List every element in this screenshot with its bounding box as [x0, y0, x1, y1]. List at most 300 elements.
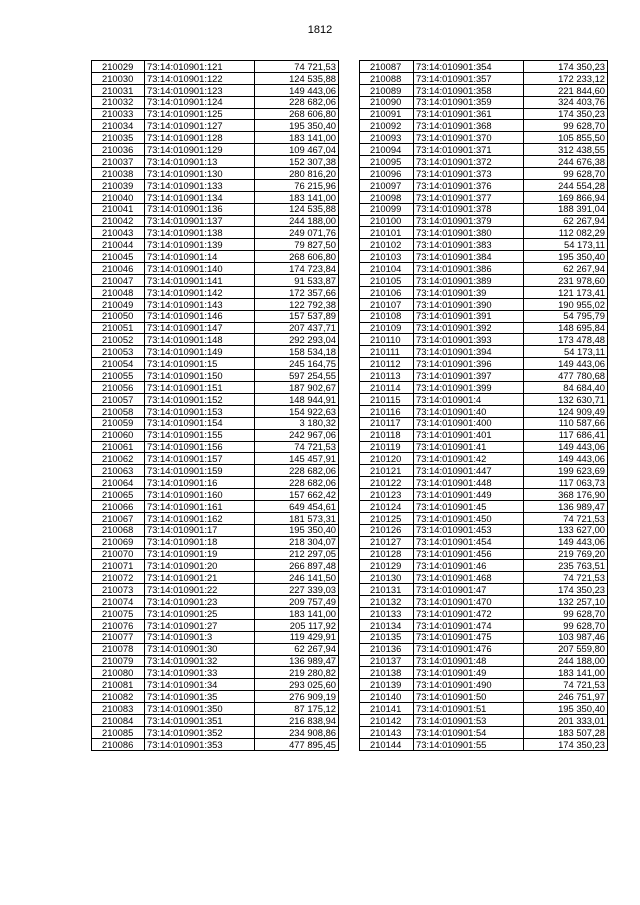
cadastral-number: 73:14:010901:468 — [414, 572, 524, 584]
cadastral-number: 73:14:010901:133 — [145, 179, 255, 191]
table-row — [360, 691, 608, 703]
cadastral-value: 132 257,10 — [524, 596, 608, 608]
cadastral-number: 73:14:010901:377 — [414, 191, 524, 203]
cadastral-number: 73:14:010901:400 — [414, 417, 524, 429]
cadastral-number: 73:14:010901:40 — [414, 405, 524, 417]
row-number: 210082 — [92, 691, 145, 703]
cadastral-number: 73:14:010901:370 — [414, 132, 524, 144]
cadastral-number: 73:14:010901:389 — [414, 275, 524, 287]
row-number: 210087 — [360, 61, 414, 73]
row-number: 210113 — [360, 370, 414, 382]
cadastral-value: 231 978,60 — [524, 275, 608, 287]
row-number: 210142 — [360, 714, 414, 726]
cadastral-value: 268 606,80 — [255, 108, 339, 120]
table-row — [360, 429, 608, 441]
table-row — [360, 584, 608, 596]
table-row — [360, 477, 608, 489]
table-row — [92, 168, 339, 180]
table-row — [92, 96, 339, 108]
cadastral-number: 73:14:010901:39 — [414, 286, 524, 298]
cadastral-number: 73:14:010901:142 — [145, 286, 255, 298]
table-row — [92, 619, 339, 631]
row-number: 210029 — [92, 61, 145, 73]
row-number: 210038 — [92, 168, 145, 180]
table-row — [92, 405, 339, 417]
cadastral-value: 649 454,61 — [255, 500, 339, 512]
row-number: 210066 — [92, 500, 145, 512]
cadastral-number: 73:14:010901:19 — [145, 548, 255, 560]
cadastral-value: 121 173,41 — [524, 286, 608, 298]
row-number: 210093 — [360, 132, 414, 144]
row-number: 210137 — [360, 655, 414, 667]
cadastral-value: 218 304,07 — [255, 536, 339, 548]
cadastral-number: 73:14:010901:22 — [145, 584, 255, 596]
cadastral-number: 73:14:010901:379 — [414, 215, 524, 227]
table-row — [360, 120, 608, 132]
cadastral-number: 73:14:010901:372 — [414, 156, 524, 168]
table-row — [92, 655, 339, 667]
cadastral-value: 199 623,69 — [524, 465, 608, 477]
table-row — [360, 548, 608, 560]
cadastral-value: 234 908,86 — [255, 726, 339, 738]
cadastral-number: 73:14:010901:162 — [145, 512, 255, 524]
cadastral-value: 74 721,53 — [524, 572, 608, 584]
cadastral-value: 54 795,79 — [524, 310, 608, 322]
cadastral-number: 73:14:010901:21 — [145, 572, 255, 584]
cadastral-value: 368 176,90 — [524, 489, 608, 501]
cadastral-number: 73:14:010901:41 — [414, 441, 524, 453]
cadastral-value: 99 628,70 — [524, 619, 608, 631]
cadastral-value: 244 554,28 — [524, 179, 608, 191]
table-row — [92, 596, 339, 608]
cadastral-number: 73:14:010901:3 — [145, 631, 255, 643]
cadastral-value: 74 721,53 — [524, 679, 608, 691]
row-number: 210098 — [360, 191, 414, 203]
cadastral-value: 149 443,06 — [524, 536, 608, 548]
row-number: 210075 — [92, 607, 145, 619]
row-number: 210076 — [92, 619, 145, 631]
cadastral-value: 149 443,06 — [524, 453, 608, 465]
cadastral-number: 73:14:010901:143 — [145, 298, 255, 310]
cadastral-number: 73:14:010901:154 — [145, 417, 255, 429]
cadastral-number: 73:14:010901:447 — [414, 465, 524, 477]
cadastral-number: 73:14:010901:48 — [414, 655, 524, 667]
row-number: 210127 — [360, 536, 414, 548]
cadastral-value: 124 535,88 — [255, 203, 339, 215]
cadastral-value: 117 686,41 — [524, 429, 608, 441]
cadastral-number: 73:14:010901:456 — [414, 548, 524, 560]
cadastral-number: 73:14:010901:42 — [414, 453, 524, 465]
cadastral-value: 54 173,11 — [524, 239, 608, 251]
row-number: 210117 — [360, 417, 414, 429]
cadastral-number: 73:14:010901:490 — [414, 679, 524, 691]
cadastral-number: 73:14:010901:13 — [145, 156, 255, 168]
cadastral-value: 136 989,47 — [255, 655, 339, 667]
row-number: 210047 — [92, 275, 145, 287]
cadastral-value: 228 682,06 — [255, 477, 339, 489]
cadastral-value: 207 437,71 — [255, 322, 339, 334]
cadastral-number: 73:14:010901:391 — [414, 310, 524, 322]
cadastral-value: 74 721,53 — [524, 512, 608, 524]
table-row — [360, 61, 608, 73]
row-number: 210112 — [360, 358, 414, 370]
cadastral-value: 172 357,66 — [255, 286, 339, 298]
table-row — [92, 286, 339, 298]
cadastral-value: 74 721,53 — [255, 61, 339, 73]
cadastral-number: 73:14:010901:30 — [145, 643, 255, 655]
cadastral-value: 174 350,23 — [524, 61, 608, 73]
row-number: 210120 — [360, 453, 414, 465]
cadastral-value: 154 922,63 — [255, 405, 339, 417]
cadastral-number: 73:14:010901:359 — [414, 96, 524, 108]
table-row — [360, 132, 608, 144]
row-number: 210106 — [360, 286, 414, 298]
cadastral-value: 312 438,55 — [524, 144, 608, 156]
row-number: 210065 — [92, 489, 145, 501]
cadastral-value: 195 350,40 — [255, 524, 339, 536]
cadastral-number: 73:14:010901:50 — [414, 691, 524, 703]
table-row — [360, 263, 608, 275]
row-number: 210105 — [360, 275, 414, 287]
row-number: 210030 — [92, 72, 145, 84]
cadastral-value: 195 350,40 — [524, 251, 608, 263]
table-row — [92, 203, 339, 215]
cadastral-number: 73:14:010901:134 — [145, 191, 255, 203]
cadastral-number: 73:14:010901:352 — [145, 726, 255, 738]
cadastral-number: 73:14:010901:128 — [145, 132, 255, 144]
cadastral-number: 73:14:010901:33 — [145, 667, 255, 679]
row-number: 210062 — [92, 453, 145, 465]
table-row — [92, 738, 339, 750]
table-row — [360, 168, 608, 180]
cadastral-number: 73:14:010901:472 — [414, 607, 524, 619]
table-row — [360, 370, 608, 382]
cadastral-value: 149 443,06 — [524, 441, 608, 453]
cadastral-number: 73:14:010901:137 — [145, 215, 255, 227]
row-number: 210125 — [360, 512, 414, 524]
row-number: 210121 — [360, 465, 414, 477]
table-row — [360, 607, 608, 619]
row-number: 210043 — [92, 227, 145, 239]
row-number: 210048 — [92, 286, 145, 298]
table-row — [360, 239, 608, 251]
cadastral-number: 73:14:010901:354 — [414, 61, 524, 73]
cadastral-number: 73:14:010901:394 — [414, 346, 524, 358]
cadastral-number: 73:14:010901:392 — [414, 322, 524, 334]
cadastral-number: 73:14:010901:397 — [414, 370, 524, 382]
cadastral-number: 73:14:010901:155 — [145, 429, 255, 441]
row-number: 210050 — [92, 310, 145, 322]
table-row — [92, 417, 339, 429]
table-row — [92, 382, 339, 394]
cadastral-number: 73:14:010901:450 — [414, 512, 524, 524]
cadastral-number: 73:14:010901:157 — [145, 453, 255, 465]
table-row — [92, 453, 339, 465]
cadastral-number: 73:14:010901:396 — [414, 358, 524, 370]
cadastral-value: 195 350,40 — [255, 120, 339, 132]
row-number: 210046 — [92, 263, 145, 275]
row-number: 210071 — [92, 560, 145, 572]
table-row — [360, 453, 608, 465]
table-row — [92, 524, 339, 536]
cadastral-number: 73:14:010901:53 — [414, 714, 524, 726]
cadastral-value: 597 254,55 — [255, 370, 339, 382]
cadastral-number: 73:14:010901:152 — [145, 393, 255, 405]
cadastral-value: 79 827,50 — [255, 239, 339, 251]
table-row — [360, 643, 608, 655]
table-row — [360, 358, 608, 370]
cadastral-value: 122 792,38 — [255, 298, 339, 310]
cadastral-number: 73:14:010901:17 — [145, 524, 255, 536]
cadastral-value: 169 866,94 — [524, 191, 608, 203]
table-row — [92, 631, 339, 643]
cadastral-number: 73:14:010901:151 — [145, 382, 255, 394]
table-row — [360, 393, 608, 405]
cadastral-number: 73:14:010901:47 — [414, 584, 524, 596]
table-row — [360, 726, 608, 738]
table-row — [360, 524, 608, 536]
table-row — [360, 179, 608, 191]
table-row — [360, 500, 608, 512]
cadastral-value: 157 537,89 — [255, 310, 339, 322]
cadastral-number: 73:14:010901:141 — [145, 275, 255, 287]
parcel-table-left — [91, 60, 339, 751]
cadastral-number: 73:14:010901:124 — [145, 96, 255, 108]
cadastral-value: 91 533,87 — [255, 275, 339, 287]
cadastral-number: 73:14:010901:448 — [414, 477, 524, 489]
cadastral-number: 73:14:010901:123 — [145, 84, 255, 96]
cadastral-value: 103 987,46 — [524, 631, 608, 643]
table-row — [92, 667, 339, 679]
cadastral-number: 73:14:010901:25 — [145, 607, 255, 619]
table-row — [360, 84, 608, 96]
row-number: 210037 — [92, 156, 145, 168]
table-row — [92, 72, 339, 84]
cadastral-value: 293 025,60 — [255, 679, 339, 691]
cadastral-value: 105 855,50 — [524, 132, 608, 144]
table-row — [92, 310, 339, 322]
row-number: 210031 — [92, 84, 145, 96]
row-number: 210144 — [360, 738, 414, 750]
row-number: 210052 — [92, 334, 145, 346]
cadastral-value: 183 507,28 — [524, 726, 608, 738]
cadastral-value: 87 175,12 — [255, 703, 339, 715]
cadastral-value: 152 307,38 — [255, 156, 339, 168]
row-number: 210063 — [92, 465, 145, 477]
row-number: 210123 — [360, 489, 414, 501]
row-number: 210100 — [360, 215, 414, 227]
table-row — [92, 215, 339, 227]
row-number: 210088 — [360, 72, 414, 84]
row-number: 210032 — [92, 96, 145, 108]
page-number: 1812 — [307, 24, 333, 36]
cadastral-number: 73:14:010901:373 — [414, 168, 524, 180]
cadastral-value: 62 267,94 — [255, 643, 339, 655]
table-row — [360, 512, 608, 524]
row-number: 210070 — [92, 548, 145, 560]
cadastral-number: 73:14:010901:54 — [414, 726, 524, 738]
row-number: 210111 — [360, 346, 414, 358]
cadastral-number: 73:14:010901:15 — [145, 358, 255, 370]
cadastral-number: 73:14:010901:454 — [414, 536, 524, 548]
table-row — [92, 108, 339, 120]
table-row — [360, 310, 608, 322]
cadastral-value: 110 587,66 — [524, 417, 608, 429]
row-number: 210041 — [92, 203, 145, 215]
row-number: 210040 — [92, 191, 145, 203]
table-row — [92, 560, 339, 572]
table-row — [92, 607, 339, 619]
table-row — [92, 572, 339, 584]
cadastral-number: 73:14:010901:470 — [414, 596, 524, 608]
table-row — [360, 286, 608, 298]
cadastral-number: 73:14:010901:139 — [145, 239, 255, 251]
cadastral-value: 201 333,01 — [524, 714, 608, 726]
cadastral-value: 124 535,88 — [255, 72, 339, 84]
cadastral-number: 73:14:010901:121 — [145, 61, 255, 73]
row-number: 210091 — [360, 108, 414, 120]
table-row — [92, 84, 339, 96]
cadastral-value: 148 944,91 — [255, 393, 339, 405]
table-row — [92, 144, 339, 156]
cadastral-value: 195 350,40 — [524, 703, 608, 715]
table-row — [360, 441, 608, 453]
cadastral-value: 477 780,68 — [524, 370, 608, 382]
parcel-table-right — [359, 60, 608, 751]
table-row — [360, 144, 608, 156]
cadastral-value: 112 082,29 — [524, 227, 608, 239]
row-number: 210078 — [92, 643, 145, 655]
row-number: 210099 — [360, 203, 414, 215]
cadastral-value: 62 267,94 — [524, 263, 608, 275]
table-row — [92, 584, 339, 596]
row-number: 210131 — [360, 584, 414, 596]
row-number: 210059 — [92, 417, 145, 429]
row-number: 210081 — [92, 679, 145, 691]
row-number: 210114 — [360, 382, 414, 394]
row-number: 210129 — [360, 560, 414, 572]
cadastral-number: 73:14:010901:159 — [145, 465, 255, 477]
table-row — [92, 691, 339, 703]
row-number: 210130 — [360, 572, 414, 584]
cadastral-value: 249 071,76 — [255, 227, 339, 239]
row-number: 210139 — [360, 679, 414, 691]
cadastral-value: 3 180,32 — [255, 417, 339, 429]
cadastral-number: 73:14:010901:361 — [414, 108, 524, 120]
row-number: 210132 — [360, 596, 414, 608]
cadastral-number: 73:14:010901:49 — [414, 667, 524, 679]
row-number: 210109 — [360, 322, 414, 334]
cadastral-number: 73:14:010901:45 — [414, 500, 524, 512]
row-number: 210054 — [92, 358, 145, 370]
cadastral-number: 73:14:010901:358 — [414, 84, 524, 96]
cadastral-value: 183 141,00 — [524, 667, 608, 679]
table-row — [92, 334, 339, 346]
cadastral-value: 124 909,49 — [524, 405, 608, 417]
table-row — [360, 619, 608, 631]
row-number: 210069 — [92, 536, 145, 548]
cadastral-value: 280 816,20 — [255, 168, 339, 180]
row-number: 210060 — [92, 429, 145, 441]
cadastral-value: 216 838,94 — [255, 714, 339, 726]
table-row — [92, 512, 339, 524]
cadastral-value: 477 895,45 — [255, 738, 339, 750]
table-row — [360, 346, 608, 358]
row-number: 210108 — [360, 310, 414, 322]
table-row — [92, 263, 339, 275]
cadastral-value: 174 350,23 — [524, 584, 608, 596]
table-row — [92, 714, 339, 726]
row-number: 210140 — [360, 691, 414, 703]
table-row — [360, 203, 608, 215]
row-number: 210086 — [92, 738, 145, 750]
cadastral-value: 228 682,06 — [255, 465, 339, 477]
table-row — [360, 738, 608, 750]
table-row — [360, 156, 608, 168]
row-number: 210115 — [360, 393, 414, 405]
cadastral-value: 235 763,51 — [524, 560, 608, 572]
cadastral-value: 227 339,03 — [255, 584, 339, 596]
cadastral-number: 73:14:010901:55 — [414, 738, 524, 750]
row-number: 210138 — [360, 667, 414, 679]
table-row — [360, 489, 608, 501]
cadastral-number: 73:14:010901:35 — [145, 691, 255, 703]
cadastral-value: 148 695,84 — [524, 322, 608, 334]
table-row — [92, 358, 339, 370]
cadastral-value: 268 606,80 — [255, 251, 339, 263]
cadastral-value: 149 443,06 — [255, 84, 339, 96]
cadastral-number: 73:14:010901:393 — [414, 334, 524, 346]
cadastral-value: 54 173,11 — [524, 346, 608, 358]
row-number: 210051 — [92, 322, 145, 334]
row-number: 210128 — [360, 548, 414, 560]
row-number: 210133 — [360, 607, 414, 619]
cadastral-number: 73:14:010901:390 — [414, 298, 524, 310]
row-number: 210083 — [92, 703, 145, 715]
cadastral-value: 212 297,05 — [255, 548, 339, 560]
table-row — [92, 679, 339, 691]
row-number: 210068 — [92, 524, 145, 536]
cadastral-number: 73:14:010901:136 — [145, 203, 255, 215]
row-number: 210110 — [360, 334, 414, 346]
table-row — [92, 703, 339, 715]
cadastral-value: 183 141,00 — [255, 132, 339, 144]
cadastral-number: 73:14:010901:475 — [414, 631, 524, 643]
cadastral-number: 73:14:010901:401 — [414, 429, 524, 441]
table-row — [92, 465, 339, 477]
cadastral-value: 209 757,49 — [255, 596, 339, 608]
row-number: 210097 — [360, 179, 414, 191]
cadastral-value: 242 967,06 — [255, 429, 339, 441]
row-number: 210095 — [360, 156, 414, 168]
table-row — [360, 679, 608, 691]
cadastral-value: 246 751,97 — [524, 691, 608, 703]
cadastral-value: 174 723,84 — [255, 263, 339, 275]
cadastral-number: 73:14:010901:125 — [145, 108, 255, 120]
cadastral-value: 157 662,42 — [255, 489, 339, 501]
cadastral-number: 73:14:010901:23 — [145, 596, 255, 608]
cadastral-value: 174 350,23 — [524, 108, 608, 120]
cadastral-value: 99 628,70 — [524, 120, 608, 132]
row-number: 210057 — [92, 393, 145, 405]
cadastral-number: 73:14:010901:383 — [414, 239, 524, 251]
table-row — [92, 643, 339, 655]
cadastral-value: 228 682,06 — [255, 96, 339, 108]
cadastral-value: 188 391,04 — [524, 203, 608, 215]
row-number: 210089 — [360, 84, 414, 96]
table-row — [360, 655, 608, 667]
row-number: 210103 — [360, 251, 414, 263]
